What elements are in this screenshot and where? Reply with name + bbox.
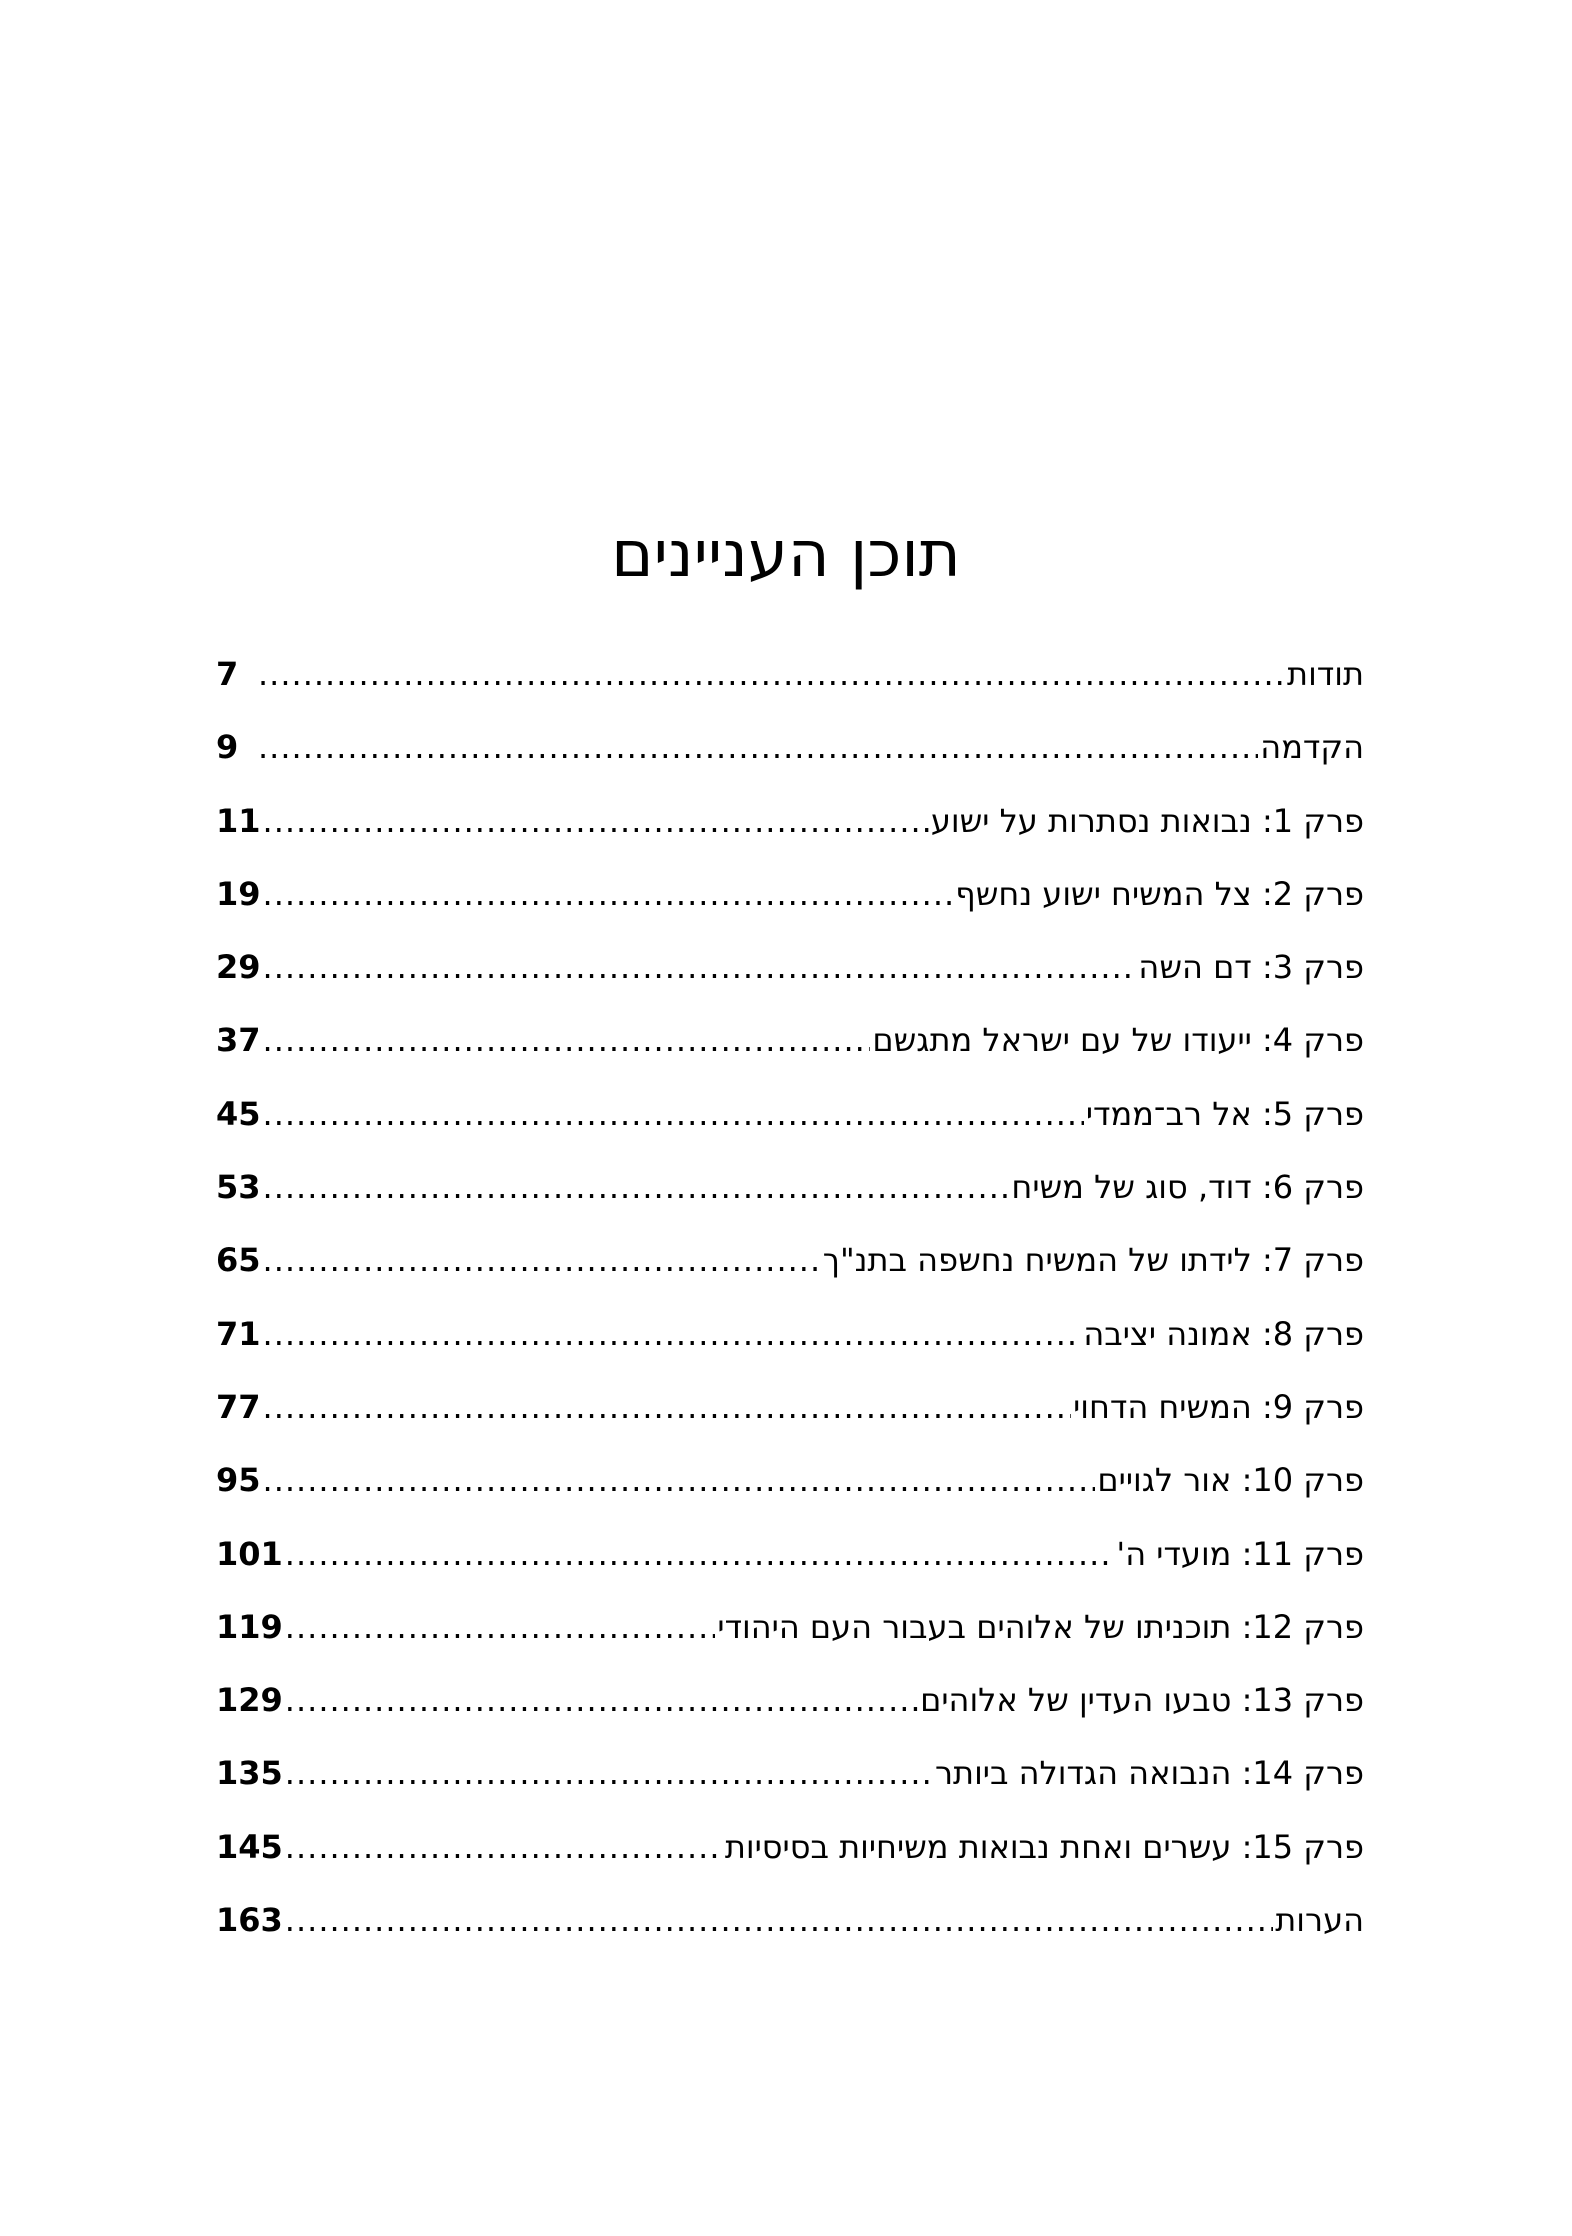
dot-leader bbox=[285, 1825, 723, 1869]
toc-entry-chapter-5[interactable] bbox=[216, 1092, 1364, 1165]
toc-entry-introduction[interactable] bbox=[216, 725, 1364, 798]
entry-title: פרק 1: נבואות נסתרות על ישוע bbox=[930, 801, 1364, 840]
entry-page-number: 119 bbox=[216, 1607, 283, 1646]
dot-leader bbox=[263, 799, 929, 843]
dot-leader bbox=[263, 1165, 1010, 1209]
entry-title: תודות bbox=[1287, 655, 1364, 693]
entry-title: פרק 5: אל רב־ממדי bbox=[1085, 1094, 1364, 1133]
toc-entry-chapter-12[interactable] bbox=[216, 1605, 1364, 1678]
entry-title: פרק 15: עשרים ואחת נבואות משיחיות בסיסיות bbox=[724, 1827, 1364, 1866]
entry-title: פרק 2: צל המשיח ישוע נחשף bbox=[955, 874, 1364, 913]
entry-title: פרק 9: המשיח הדחוי bbox=[1073, 1387, 1364, 1426]
dot-leader bbox=[285, 1532, 1115, 1576]
entry-title: פרק 7: לידתו של המשיח נחשפה בתנ"ך bbox=[822, 1241, 1364, 1280]
dot-leader bbox=[263, 1238, 821, 1282]
entry-page-number: 9 bbox=[216, 728, 239, 767]
entry-title: פרק 10: אור לגויים bbox=[1097, 1461, 1364, 1500]
entry-title: פרק 14: הנבואה הגדולה ביותר bbox=[934, 1754, 1364, 1793]
toc-entry-chapter-11[interactable] bbox=[216, 1532, 1364, 1605]
dot-leader bbox=[263, 945, 1137, 989]
toc-entry-chapter-15[interactable] bbox=[216, 1825, 1364, 1898]
toc-entry-chapter-9[interactable] bbox=[216, 1385, 1364, 1458]
toc-entry-acknowledgements[interactable] bbox=[216, 652, 1364, 725]
entry-page-number: 37 bbox=[216, 1021, 261, 1060]
entry-page-number: 11 bbox=[216, 801, 261, 840]
entry-title: פרק 6: דוד, סוג של משיח bbox=[1011, 1168, 1364, 1207]
toc-entry-chapter-4[interactable] bbox=[216, 1018, 1364, 1091]
toc-entry-chapter-6[interactable] bbox=[216, 1165, 1364, 1238]
entry-page-number: 163 bbox=[216, 1901, 283, 1940]
toc-entry-chapter-10[interactable] bbox=[216, 1458, 1364, 1531]
entry-title: הערות bbox=[1275, 1901, 1364, 1940]
toc-entry-chapter-7[interactable] bbox=[216, 1238, 1364, 1311]
dot-leader bbox=[263, 872, 954, 916]
entry-title: פרק 12: תוכניתו של אלוהים בעבור העם היהודי bbox=[717, 1607, 1364, 1646]
toc-entry-chapter-14[interactable] bbox=[216, 1751, 1364, 1824]
table-of-contents bbox=[216, 652, 1364, 1971]
entry-page-number: 19 bbox=[216, 874, 261, 913]
dot-leader bbox=[258, 652, 1285, 696]
entry-page-number: 101 bbox=[216, 1534, 283, 1573]
entry-page-number: 29 bbox=[216, 948, 261, 987]
dot-leader bbox=[258, 725, 1258, 769]
dot-leader bbox=[263, 1018, 871, 1062]
page-title: תוכן העניינים bbox=[611, 518, 961, 592]
dot-leader bbox=[285, 1898, 1273, 1942]
toc-entry-chapter-1[interactable] bbox=[216, 799, 1364, 872]
toc-entry-chapter-8[interactable] bbox=[216, 1312, 1364, 1385]
dot-leader bbox=[285, 1678, 918, 1722]
entry-title: הקדמה bbox=[1260, 728, 1364, 767]
dot-leader bbox=[285, 1605, 716, 1649]
dot-leader bbox=[263, 1092, 1084, 1136]
entry-page-number: 95 bbox=[216, 1461, 261, 1500]
entry-title: פרק 11: מועדי ה' bbox=[1116, 1534, 1364, 1573]
dot-leader bbox=[263, 1458, 1096, 1502]
toc-entry-notes[interactable] bbox=[216, 1898, 1364, 1971]
entry-title: פרק 8: אמונה יציבה bbox=[1083, 1314, 1364, 1353]
entry-page-number: 145 bbox=[216, 1827, 283, 1866]
entry-page-number: 45 bbox=[216, 1094, 261, 1133]
entry-page-number: 129 bbox=[216, 1681, 283, 1720]
entry-title: פרק 13: טבעו העדין של אלוהים bbox=[920, 1681, 1364, 1720]
toc-entry-chapter-13[interactable] bbox=[216, 1678, 1364, 1751]
entry-page-number: 77 bbox=[216, 1387, 261, 1426]
toc-entry-chapter-3[interactable] bbox=[216, 945, 1364, 1018]
entry-page-number: 7 bbox=[216, 655, 239, 693]
entry-title: פרק 4: ייעודו של עם ישראל מתגשם bbox=[872, 1021, 1364, 1060]
entry-title: פרק 3: דם השה bbox=[1138, 948, 1364, 987]
dot-leader bbox=[263, 1312, 1082, 1356]
toc-entry-chapter-2[interactable] bbox=[216, 872, 1364, 945]
dot-leader bbox=[285, 1751, 933, 1795]
entry-page-number: 53 bbox=[216, 1168, 261, 1207]
dot-leader bbox=[263, 1385, 1072, 1429]
entry-page-number: 135 bbox=[216, 1754, 283, 1793]
entry-page-number: 71 bbox=[216, 1314, 261, 1353]
entry-page-number: 65 bbox=[216, 1241, 261, 1280]
